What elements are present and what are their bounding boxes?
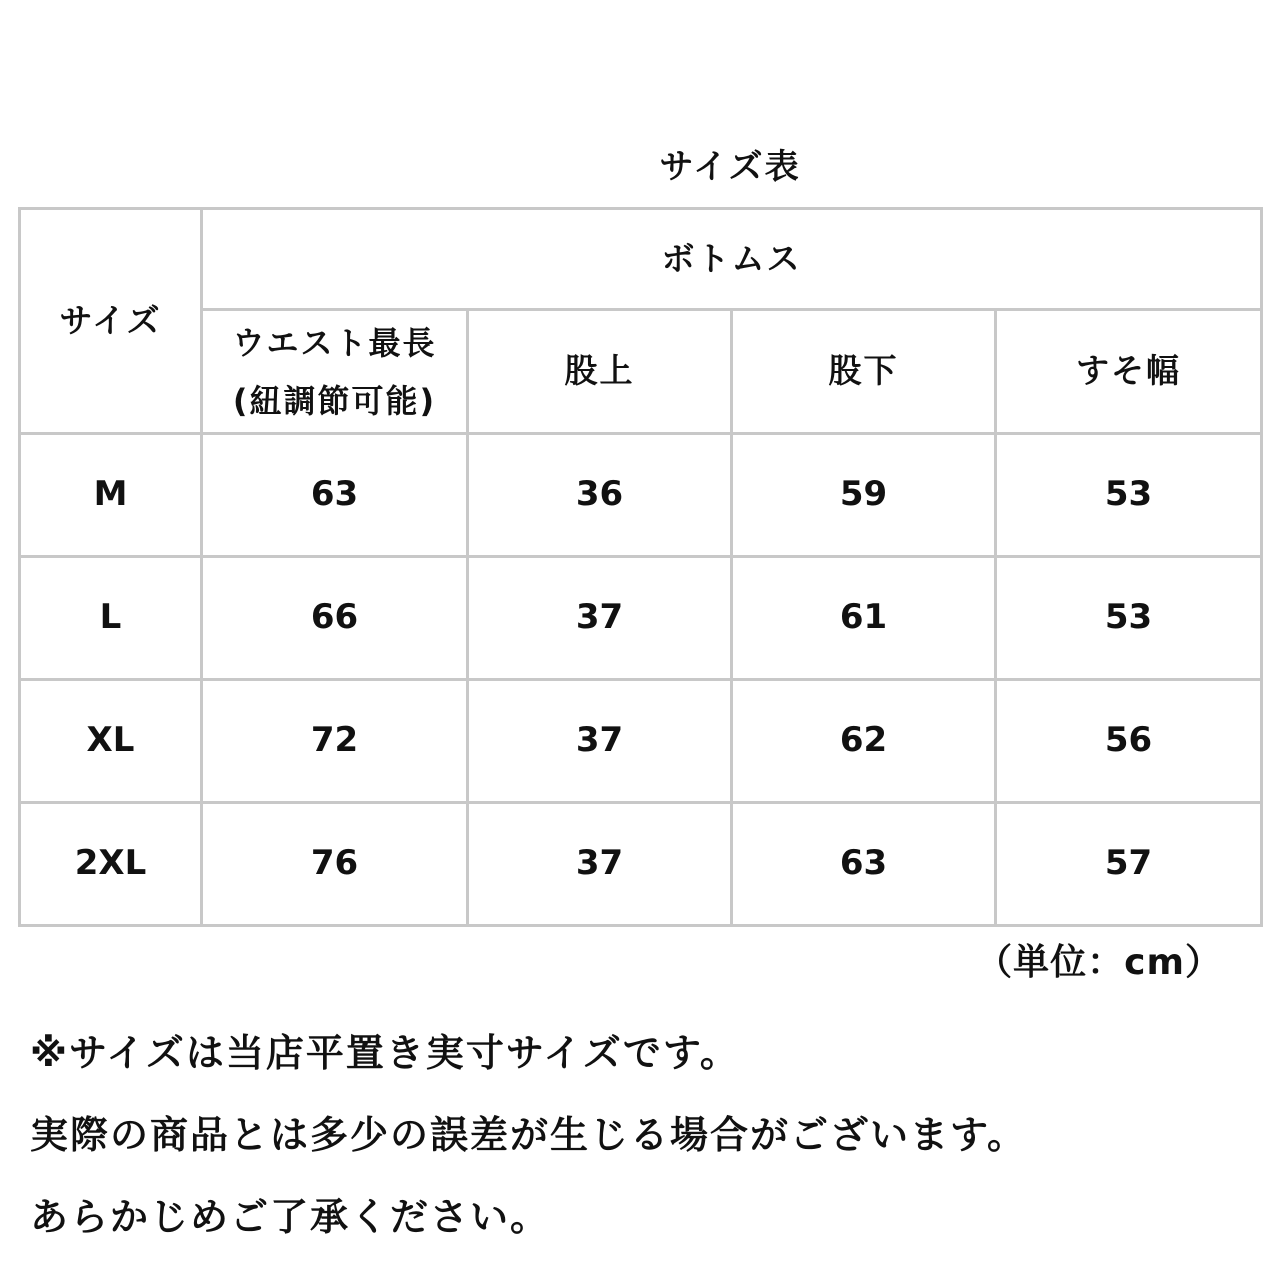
bottoms-header: ボトムス (202, 209, 1262, 310)
col-header-waist (202, 310, 468, 434)
unit-label: （単位：cm） (976, 942, 1222, 983)
table-cell: 61 (732, 557, 996, 680)
table-row (20, 434, 1262, 557)
col-header-waist-line1: ウエスト最長 (232, 323, 437, 362)
table-cell: 62 (732, 680, 996, 803)
table-cell: 53 (996, 434, 1262, 557)
col-header-inseam: 股下 (732, 310, 996, 434)
size-label: M (20, 434, 202, 557)
notes (30, 1012, 1260, 1258)
table-cell: 37 (468, 557, 732, 680)
size-table (18, 207, 1263, 927)
table-cell: 36 (468, 434, 732, 557)
table-row (20, 557, 1262, 680)
table-cell: 56 (996, 680, 1262, 803)
table-cell: 63 (732, 803, 996, 926)
col-header-rise: 股上 (468, 310, 732, 434)
note-line: 実際の商品とは多少の誤差が生じる場合がございます。 (30, 1113, 1027, 1157)
size-label: XL (20, 680, 202, 803)
table-row (20, 680, 1262, 803)
table-cell: 37 (468, 803, 732, 926)
table-row (20, 803, 1262, 926)
table-cell: 59 (732, 434, 996, 557)
table-cell: 57 (996, 803, 1262, 926)
table-cell: 72 (202, 680, 468, 803)
col-header-waist-line2: (紐調節可能) (232, 381, 437, 420)
table-cell: 37 (468, 680, 732, 803)
size-label: L (20, 557, 202, 680)
size-header: サイズ (20, 209, 202, 434)
table-cell: 66 (202, 557, 468, 680)
page-title: サイズ表 (659, 147, 801, 187)
col-header-hem-width: すそ幅 (996, 310, 1262, 434)
size-label: 2XL (20, 803, 202, 926)
table-cell: 76 (202, 803, 468, 926)
note-line: ※サイズは当店平置き実寸サイズです。 (30, 1031, 740, 1075)
table-cell: 53 (996, 557, 1262, 680)
table-cell: 63 (202, 434, 468, 557)
note-line: あらかじめご了承ください。 (30, 1195, 551, 1239)
